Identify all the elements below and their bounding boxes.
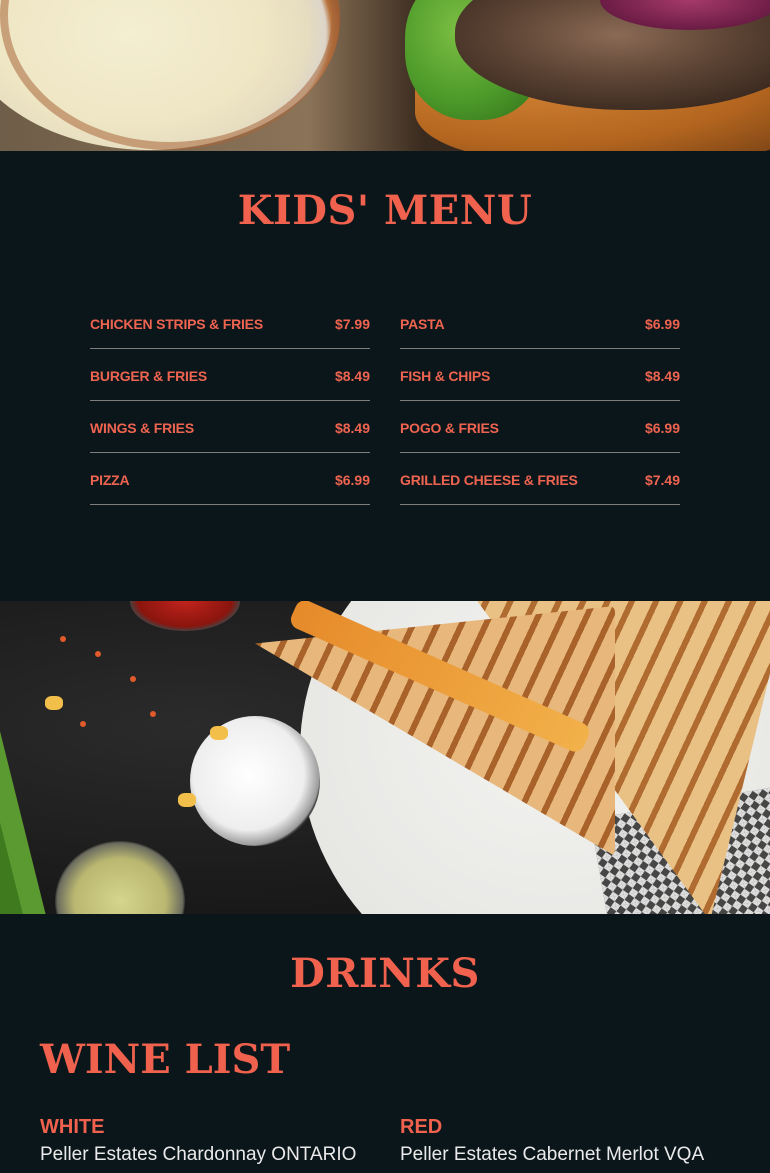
red-wine-column xyxy=(400,1116,704,1166)
kids-menu-section xyxy=(0,151,770,601)
menu-item-name: PASTA xyxy=(400,316,445,332)
kids-menu-left-column xyxy=(90,316,370,505)
menu-item xyxy=(400,401,680,453)
menu-item xyxy=(400,349,680,401)
sandwich-photo xyxy=(0,601,770,914)
menu-item xyxy=(90,297,370,349)
menu-item-price: $7.99 xyxy=(334,316,370,332)
menu-item-price: $8.49 xyxy=(334,368,370,384)
burger xyxy=(395,0,770,151)
red-heading: RED xyxy=(400,1116,443,1138)
menu-item-price: $8.49 xyxy=(644,368,680,384)
burger-photo xyxy=(0,0,770,151)
wine-item: Peller Estates Chardonnay ONTARIO xyxy=(40,1144,357,1165)
wine-list-title: WINE LIST xyxy=(40,1036,291,1083)
menu-item-name: BURGER & FRIES xyxy=(90,368,207,384)
dip-cup xyxy=(55,841,185,914)
menu-item xyxy=(400,453,680,505)
menu-item xyxy=(400,297,680,349)
menu-item-name: CHICKEN STRIPS & FRIES xyxy=(90,316,263,332)
wine-item: Peller Estates Cabernet Merlot VQA xyxy=(400,1144,705,1165)
menu-item xyxy=(90,401,370,453)
menu-item-price: $6.99 xyxy=(334,472,370,488)
drinks-title: DRINKS xyxy=(290,950,480,997)
white-wine-column xyxy=(40,1116,356,1166)
menu-item-name: WINGS & FRIES xyxy=(90,420,194,436)
ketchup-cup xyxy=(130,601,240,631)
menu-item-name: POGO & FRIES xyxy=(400,420,499,436)
kids-menu-title: KIDS' MENU xyxy=(237,187,533,234)
drinks-section xyxy=(0,914,770,1173)
menu-item-price: $6.99 xyxy=(644,316,680,332)
menu-item-price: $8.49 xyxy=(334,420,370,436)
menu-item-price: $7.49 xyxy=(644,472,680,488)
kids-menu-right-column xyxy=(400,316,680,505)
menu-item xyxy=(90,453,370,505)
menu-item-name: GRILLED CHEESE & FRIES xyxy=(400,472,578,488)
menu-item-name: PIZZA xyxy=(90,472,130,488)
menu-item-name: FISH & CHIPS xyxy=(400,368,491,384)
menu-item-price: $6.99 xyxy=(644,420,680,436)
white-heading: WHITE xyxy=(40,1116,105,1138)
menu-item xyxy=(90,349,370,401)
